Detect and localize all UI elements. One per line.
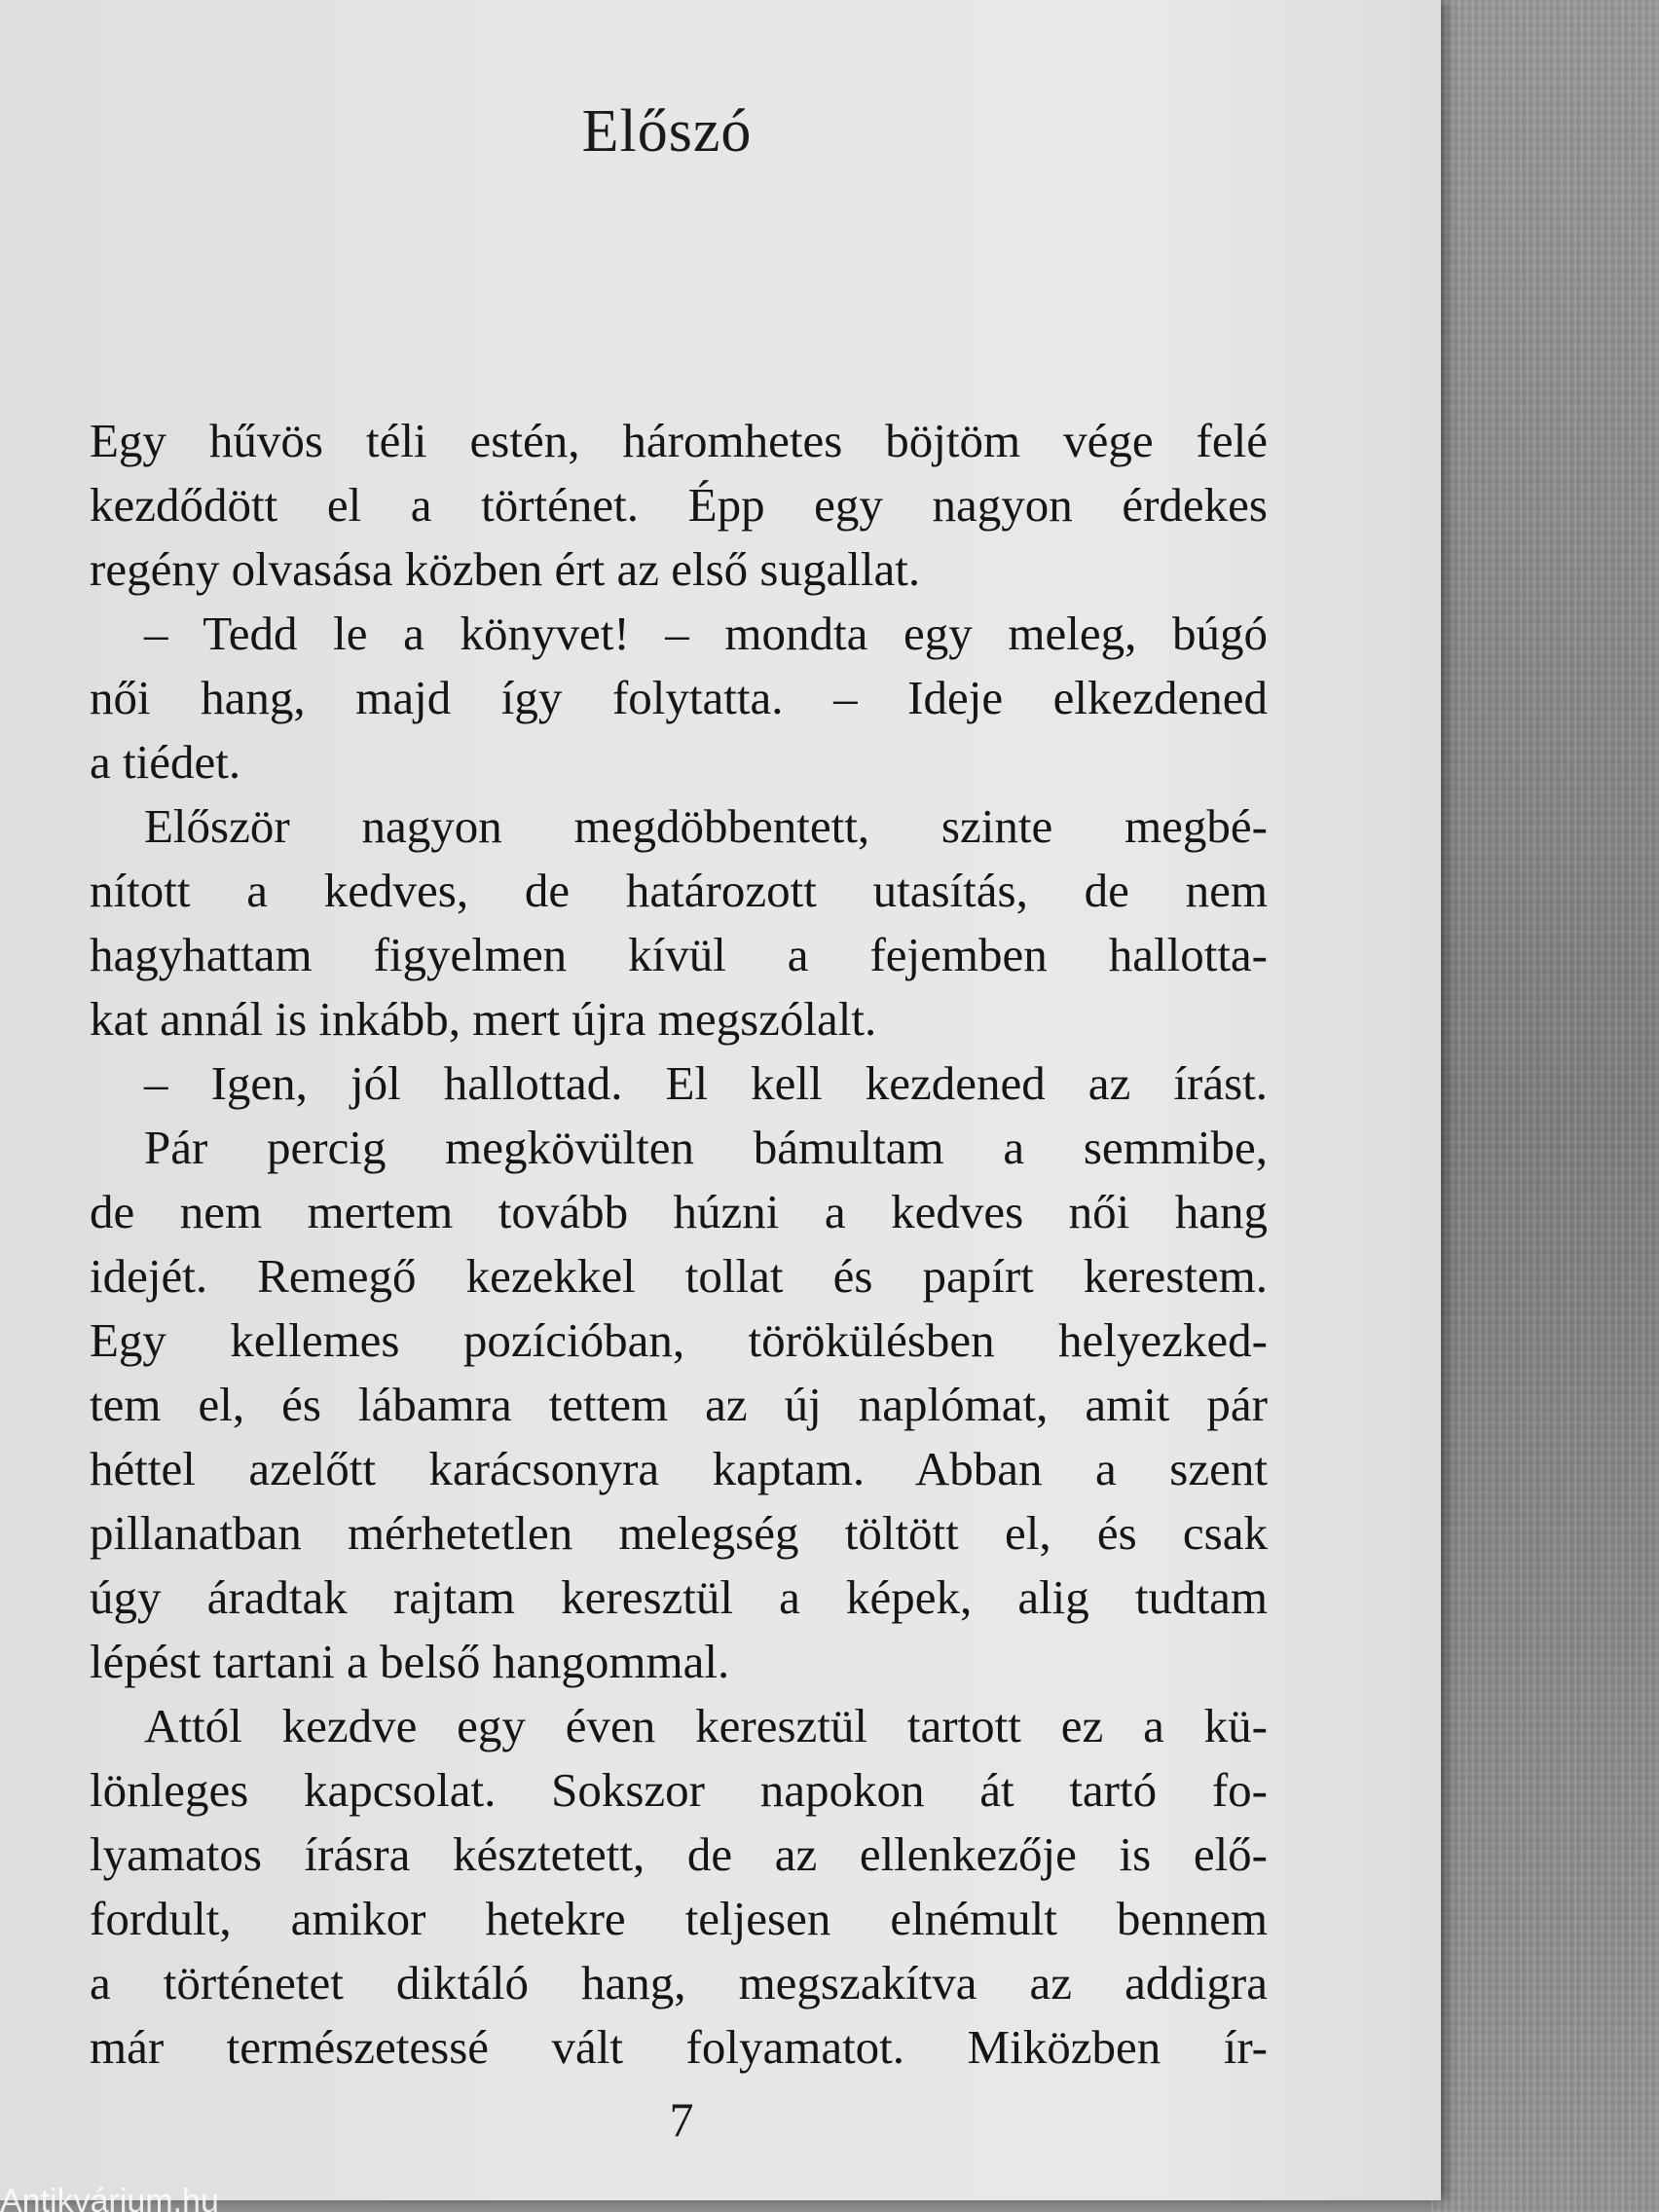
text-line: női hang, majd így folytatta. – Ideje elkezdened: [90, 671, 1268, 724]
text-line: hagyhattam figyelmen kívül a fejemben hallotta-: [90, 928, 1268, 981]
text-line: a történetet diktáló hang, megszakítva az addigra: [90, 1956, 1268, 2009]
text-line: a tiédet.: [90, 735, 241, 789]
text-line: fordult, amikor hetekre teljesen elnémult bennem: [90, 1892, 1268, 1945]
watermark: Antikvárium.hu: [0, 2185, 219, 2212]
text-line: úgy áradtak rajtam keresztül a képek, alig tudtam: [90, 1570, 1268, 1624]
text-line: de nem mertem tovább húzni a kedves női hang: [90, 1185, 1268, 1238]
page-title: Előszó: [581, 98, 753, 165]
page-number: 7: [669, 2092, 694, 2147]
text-line: Egy kellemes pozícióban, törökülésben helyezked-: [90, 1313, 1268, 1367]
text-line: kezdődött el a történet. Épp egy nagyon érdekes: [90, 478, 1268, 532]
text-line: már természetessé vált folyamatot. Miközben ír-: [90, 2020, 1268, 2074]
text-line: lönleges kapcsolat. Sokszor napokon át tartó fo-: [90, 1763, 1268, 1817]
text-line: héttel azelőtt karácsonyra kaptam. Abban a szent: [90, 1442, 1268, 1495]
body-text: [90, 409, 1268, 2080]
text-line: pillanatban mérhetetlen melegség töltött el, és csak: [90, 1506, 1268, 1560]
text-line: lépést tartani a belső hangommal.: [90, 1635, 730, 1688]
text-line: nított a kedves, de határozott utasítás, de nem: [90, 864, 1268, 917]
text-line: kat annál is inkább, mert újra megszólalt.: [90, 992, 877, 1046]
text-line: lyamatos írásra késztetett, de az ellenkezője is elő-: [90, 1827, 1268, 1881]
text-line: Attól kezdve egy éven keresztül tartott ez a kü-: [144, 1699, 1268, 1752]
text-line: tem el, és lábamra tettem az új naplómat, amit pár: [90, 1378, 1268, 1431]
background-fabric: [1431, 0, 1659, 2212]
text-line: regény olvasása közben ért az első sugallat.: [90, 542, 921, 596]
text-line: – Tedd le a könyvet! – mondta egy meleg, búgó: [144, 607, 1268, 660]
text-line: Először nagyon megdöbbentett, szinte megbé-: [144, 799, 1268, 853]
text-line: – Igen, jól hallottad. El kell kezdened az írást.: [144, 1056, 1268, 1110]
text-line: Egy hűvös téli estén, háromhetes böjtöm vége felé: [90, 414, 1268, 467]
text-line: Pár percig megkövülten bámultam a semmibe,: [144, 1121, 1268, 1174]
text-line: idejét. Remegő kezekkel tollat és papírt kerestem.: [90, 1249, 1268, 1303]
